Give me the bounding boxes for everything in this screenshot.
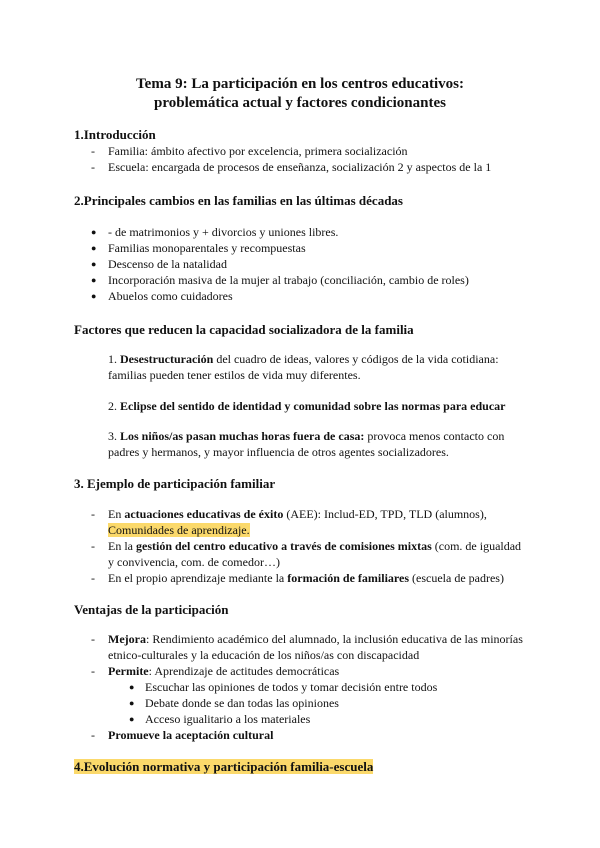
dash-marker: - xyxy=(91,664,95,678)
dash-marker: - xyxy=(91,539,95,553)
bullet-marker: ● xyxy=(91,259,97,269)
factor-number: 1. xyxy=(108,352,117,366)
dash-marker: - xyxy=(91,507,95,521)
section-heading-ventajas: Ventajas de la participación xyxy=(74,602,229,617)
list-item: Abuelos como cuidadores xyxy=(108,289,233,303)
section-heading-factores: Factores que reducen la capacidad socializadora de la familia xyxy=(74,322,414,337)
dash-marker: - xyxy=(91,160,95,174)
list-item-continuation: y convivencia, com. de comedor…) xyxy=(108,555,280,569)
list-item: Descenso de la natalidad xyxy=(108,257,227,271)
factor-3-text: provoca menos contacto con xyxy=(364,429,505,443)
factor-1 xyxy=(108,352,499,367)
sub-list-item: Acceso igualitario a los materiales xyxy=(145,712,311,726)
factor-1-text: del cuadro de ideas, valores y códigos de la vida cotidiana: xyxy=(213,352,499,366)
list-item: - de matrimonios y + divorcios y uniones libres. xyxy=(108,225,339,239)
text-run: : Rendimiento académico del alumnado, la inclusión educativa de las minorías xyxy=(145,632,523,646)
bold-run: Promueve la aceptación cultural xyxy=(108,728,274,742)
list-item-continuation xyxy=(108,523,250,538)
text-run: En el propio aprendizaje mediante la xyxy=(108,571,288,585)
list-item: Familia: ámbito afectivo por excelencia, primera socialización xyxy=(108,144,408,158)
text-run: (com. de igualdad xyxy=(431,539,522,553)
bullet-marker: ● xyxy=(129,682,135,692)
factor-1-line-2: familias pueden tener estilos de vida muy diferentes. xyxy=(108,368,361,382)
bullet-marker: ● xyxy=(91,243,97,253)
highlighted-text: Comunidades de aprendizaje. xyxy=(108,523,250,537)
bold-run: Mejora xyxy=(108,632,146,646)
factor-1-bold: Desestructuración xyxy=(120,352,214,366)
list-item xyxy=(108,507,487,522)
factor-3 xyxy=(108,429,504,444)
document-title-line-1: Tema 9: La participación en los centros educativos: xyxy=(136,76,464,92)
document-title-line-2: problemática actual y factores condicionantes xyxy=(154,95,446,111)
dash-marker: - xyxy=(91,728,95,742)
list-item xyxy=(108,632,523,647)
bold-run: actuaciones educativas de éxito xyxy=(124,507,284,521)
factor-2-bold: Eclipse del sentido de identidad y comunidad sobre las normas para educar xyxy=(120,399,506,413)
bullet-marker: ● xyxy=(91,227,97,237)
dash-marker: - xyxy=(91,632,95,646)
list-item: Escuela: encargada de procesos de enseñanza, socialización 2 y aspectos de la 1 xyxy=(108,160,492,174)
bold-run: formación de familiares xyxy=(287,571,410,585)
bullet-marker: ● xyxy=(91,275,97,285)
list-item: Incorporación masiva de la mujer al trabajo (conciliación, cambio de roles) xyxy=(108,273,469,287)
factor-2 xyxy=(108,399,506,414)
sub-list-item: Debate donde se dan todas las opiniones xyxy=(145,696,339,710)
list-item xyxy=(108,539,521,554)
bullet-marker: ● xyxy=(91,291,97,301)
factor-number: 3. xyxy=(108,429,117,443)
bullet-marker: ● xyxy=(129,714,135,724)
sub-list-item: Escuchar las opiniones de todos y tomar decisión entre todos xyxy=(145,680,438,694)
text-run: (escuela de padres) xyxy=(409,571,504,585)
list-item-continuation: etnico-culturales y la educación de los niños/as con discapacidad xyxy=(108,648,420,662)
bullet-marker: ● xyxy=(129,698,135,708)
factor-number: 2. xyxy=(108,399,117,413)
list-item xyxy=(108,571,504,586)
text-run: (AEE): Includ-ED, TPD, TLD (alumnos), xyxy=(283,507,487,521)
dash-marker: - xyxy=(91,571,95,585)
text-run: : Aprendizaje de actitudes democráticas xyxy=(148,664,340,678)
factor-3-bold: Los niños/as pasan muchas horas fuera de casa: xyxy=(120,429,365,443)
text-run: En xyxy=(108,507,125,521)
section-heading-introduccion: 1.Introducción xyxy=(74,127,156,142)
text-run: En la xyxy=(108,539,136,553)
list-item xyxy=(108,664,339,679)
list-item: Familias monoparentales y recompuestas xyxy=(108,241,306,255)
factor-3-line-2: padres y hermanos, y mayor influencia de otros agentes socializadores. xyxy=(108,445,449,459)
section-heading-cambios-familias: 2.Principales cambios en las familias en las últimas décadas xyxy=(74,193,403,208)
list-item xyxy=(108,728,273,743)
section-heading-ejemplo-participacion: 3. Ejemplo de participación familiar xyxy=(74,476,276,491)
highlighted-heading: 4.Evolución normativa y participación familia-escuela xyxy=(74,759,374,774)
section-heading-evolucion-normativa xyxy=(74,759,373,775)
bold-run: gestión del centro educativo a través de comisiones mixtas xyxy=(136,539,432,553)
dash-marker: - xyxy=(91,144,95,158)
bold-run: Permite xyxy=(108,664,149,678)
